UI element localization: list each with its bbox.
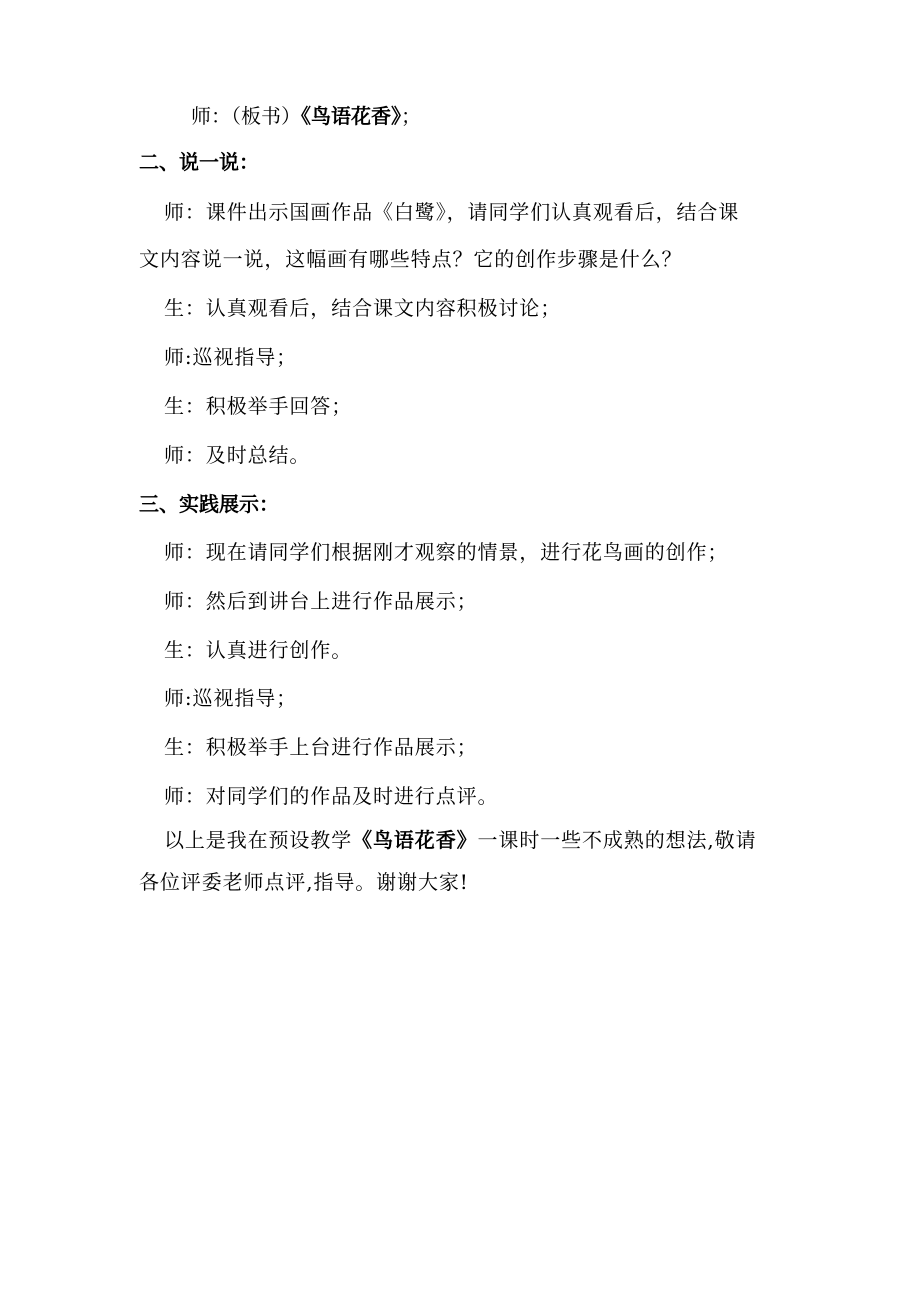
paragraph-line: 师：课件出示国画作品《白鹭》，请同学们认真观看后，结合课 — [164, 200, 740, 224]
board-writing-prefix: 师：（板书） — [191, 104, 301, 128]
paragraph-line: 生：积极举手回答； — [164, 394, 353, 418]
paragraph-line: 生：认真进行创作。 — [164, 638, 353, 662]
paragraph-line: 师:巡视指导； — [164, 686, 298, 710]
closing-lesson-title: 《鸟语花香》 — [352, 828, 478, 852]
section-heading-discuss: 二、说一说： — [139, 150, 259, 174]
paragraph-line: 师：对同学们的作品及时进行点评。 — [164, 784, 499, 808]
paragraph-line: 师：现在请同学们根据刚才观察的情景，进行花鸟画的创作； — [164, 540, 729, 564]
paragraph-line: 生：积极举手上台进行作品展示； — [164, 735, 478, 759]
lesson-title: 《鸟语花香》 — [301, 104, 401, 128]
paragraph-line: 文内容说一说，这幅画有哪些特点？它的创作步骤是什么？ — [139, 247, 683, 271]
board-writing-suffix: ； — [401, 104, 421, 128]
paragraph-line: 师：及时总结。 — [164, 443, 311, 467]
paragraph-line: 生：认真观看后，结合课文内容积极讨论； — [164, 296, 562, 320]
paragraph-line: 师：然后到讲台上进行作品展示； — [164, 589, 478, 613]
closing-prefix: 以上是我在预设教学 — [164, 828, 353, 852]
closing-line — [164, 828, 756, 852]
closing-line: 各位评委老师点评,指导。谢谢大家! — [139, 870, 469, 894]
paragraph-line: 师:巡视指导； — [164, 345, 298, 369]
closing-suffix: 一课时一些不成熟的想法,敬请 — [477, 828, 757, 852]
board-writing-line — [191, 104, 421, 128]
section-heading-practice: 三、实践展示： — [139, 492, 279, 516]
